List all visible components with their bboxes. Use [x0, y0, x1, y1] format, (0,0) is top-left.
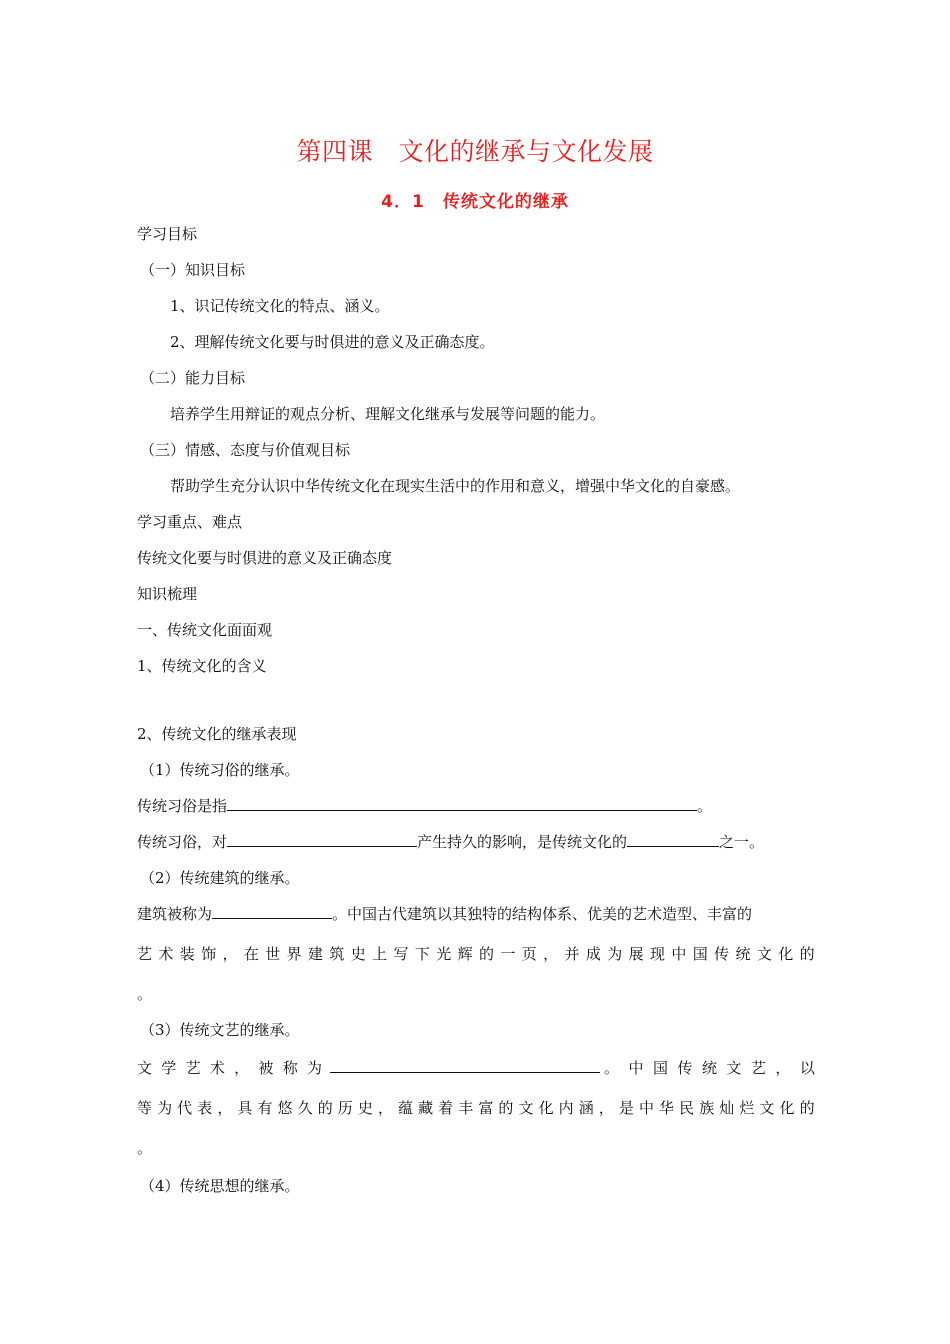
char: ， — [775, 1059, 791, 1077]
char: 丰 — [458, 1099, 474, 1117]
knowledge-goal-heading: （一）知识目标 — [140, 261, 246, 279]
goals-heading: 学习目标 — [137, 225, 198, 243]
sub-architecture: （2）传统建筑的继承。 — [140, 869, 300, 887]
char: 民 — [679, 1099, 695, 1117]
char: 烂 — [739, 1099, 755, 1117]
customs-line-2-mid: 产生持久的影响，是传统文化的 — [417, 833, 628, 851]
char: 中 — [638, 1099, 654, 1117]
knowledge-goal-item-1: 1、识记传统文化的特点、涵义。 — [170, 297, 390, 315]
customs-line-1 — [137, 796, 712, 816]
char: ， — [377, 1099, 393, 1117]
char: 上 — [372, 945, 388, 963]
char: 等 — [137, 1099, 153, 1117]
char: 文 — [756, 945, 772, 963]
architecture-line-1-rest: 。中国古代建筑以其独特的结构体系、优美的艺术造型、丰富的 — [332, 905, 753, 923]
char: 为 — [306, 1059, 322, 1077]
char: 国 — [692, 945, 708, 963]
char: 蕴 — [398, 1099, 414, 1117]
char: 华 — [659, 1099, 675, 1117]
char: 学 — [161, 1059, 177, 1077]
char: 界 — [286, 945, 302, 963]
char: 艺 — [750, 1059, 766, 1077]
char: 化 — [538, 1099, 554, 1117]
section-one-heading: 一、传统文化面面观 — [137, 621, 273, 639]
fill-blank[interactable] — [212, 904, 332, 919]
item-inheritance: 2、传统文化的继承表现 — [137, 725, 297, 743]
char: 文 — [759, 1099, 775, 1117]
char: 一 — [500, 945, 516, 963]
char: 被 — [258, 1059, 274, 1077]
char: 文 — [137, 1059, 153, 1077]
char: 传 — [714, 945, 730, 963]
char: 久 — [297, 1099, 313, 1117]
arts-line-2 — [137, 1098, 815, 1118]
architecture-line-1 — [137, 904, 752, 924]
arts-line-1 — [137, 1058, 815, 1078]
char: 现 — [650, 945, 666, 963]
char: 成 — [585, 945, 601, 963]
architecture-line-1-text: 建筑被称为 — [137, 905, 213, 923]
ability-goal-text: 培养学生用辩证的观点分析、理解文化继承与发展等问题的能力。 — [170, 405, 606, 423]
char: 的 — [317, 1099, 333, 1117]
customs-line-1-end: 。 — [697, 797, 713, 815]
architecture-line-2 — [137, 944, 815, 964]
char: 的 — [799, 1099, 815, 1117]
char: 文 — [518, 1099, 534, 1117]
char: 中 — [628, 1059, 644, 1077]
char: 化 — [778, 945, 794, 963]
review-heading: 知识梳理 — [137, 585, 198, 603]
char: 史 — [357, 1099, 373, 1117]
char: 统 — [735, 945, 751, 963]
char: 辉 — [457, 945, 473, 963]
section-title: 4．1 传统文化的继承 — [381, 192, 569, 212]
attitude-goal-heading: （三）情感、态度与价值观目标 — [140, 441, 351, 459]
char: 表 — [197, 1099, 213, 1117]
customs-line-2 — [137, 832, 764, 852]
char: 术 — [209, 1059, 225, 1077]
char: 中 — [671, 945, 687, 963]
char: 有 — [257, 1099, 273, 1117]
sub-customs: （1）传统习俗的继承。 — [140, 761, 300, 779]
char: 文 — [726, 1059, 742, 1077]
char: 涵 — [578, 1099, 594, 1117]
char: 称 — [282, 1059, 298, 1077]
ability-goal-heading: （二）能力目标 — [140, 369, 246, 387]
char: 国 — [652, 1059, 668, 1077]
char: 是 — [618, 1099, 634, 1117]
char: 艺 — [185, 1059, 201, 1077]
char: ， — [222, 945, 238, 963]
char: 世 — [265, 945, 281, 963]
item-meaning: 1、传统文化的含义 — [137, 657, 267, 675]
customs-line-1-text: 传统习俗是指 — [137, 797, 228, 815]
char: 统 — [701, 1059, 717, 1077]
char: 灿 — [719, 1099, 735, 1117]
arts-line-3: 。 — [137, 1139, 153, 1157]
fill-blank[interactable] — [330, 1058, 600, 1073]
char: ， — [598, 1099, 614, 1117]
char: 页 — [521, 945, 537, 963]
char: 写 — [393, 945, 409, 963]
arts-line-1-right — [604, 1058, 815, 1078]
char: 化 — [779, 1099, 795, 1117]
char: 着 — [438, 1099, 454, 1117]
attitude-goal-text: 帮助学生充分认识中华传统文化在现实生活中的作用和意义，增强中华文化的自豪感。 — [170, 477, 741, 495]
char: 光 — [436, 945, 452, 963]
char: ， — [217, 1099, 233, 1117]
char: 族 — [699, 1099, 715, 1117]
char: 展 — [628, 945, 644, 963]
char: 史 — [350, 945, 366, 963]
char: 术 — [158, 945, 174, 963]
char: 传 — [677, 1059, 693, 1077]
char: 建 — [308, 945, 324, 963]
char: 为 — [157, 1099, 173, 1117]
char: 为 — [607, 945, 623, 963]
char: 以 — [799, 1059, 815, 1077]
char: 的 — [498, 1099, 514, 1117]
char: 代 — [177, 1099, 193, 1117]
char: ， — [543, 945, 559, 963]
arts-line-1-left — [137, 1058, 322, 1078]
char: 装 — [179, 945, 195, 963]
fill-blank[interactable] — [227, 796, 697, 811]
keypoints-heading: 学习重点、难点 — [137, 513, 243, 531]
char: 下 — [414, 945, 430, 963]
char: 并 — [564, 945, 580, 963]
sub-arts: （3）传统文艺的继承。 — [140, 1021, 300, 1039]
char: 筑 — [329, 945, 345, 963]
char: 内 — [558, 1099, 574, 1117]
architecture-line-3: 。 — [137, 985, 153, 1003]
char: ， — [234, 1059, 250, 1077]
char: 在 — [243, 945, 259, 963]
customs-line-2-text: 传统习俗，对 — [137, 833, 228, 851]
sub-thought: （4）传统思想的继承。 — [140, 1177, 300, 1195]
fill-blank[interactable] — [627, 832, 719, 847]
char: 历 — [337, 1099, 353, 1117]
char: 。 — [604, 1059, 620, 1077]
keypoints-text: 传统文化要与时俱进的意义及正确态度 — [137, 549, 393, 567]
char: 饰 — [201, 945, 217, 963]
char: 悠 — [277, 1099, 293, 1117]
knowledge-goal-item-2: 2、理解传统文化要与时俱进的意义及正确态度。 — [170, 333, 495, 351]
char: 具 — [237, 1099, 253, 1117]
char: 的 — [479, 945, 495, 963]
char: 的 — [799, 945, 815, 963]
char: 艺 — [137, 945, 153, 963]
char: 富 — [478, 1099, 494, 1117]
page-title: 第四课 文化的继承与文化发展 — [296, 137, 654, 166]
fill-blank[interactable] — [227, 832, 417, 847]
char: 藏 — [418, 1099, 434, 1117]
customs-line-2-end: 之一。 — [719, 833, 765, 851]
